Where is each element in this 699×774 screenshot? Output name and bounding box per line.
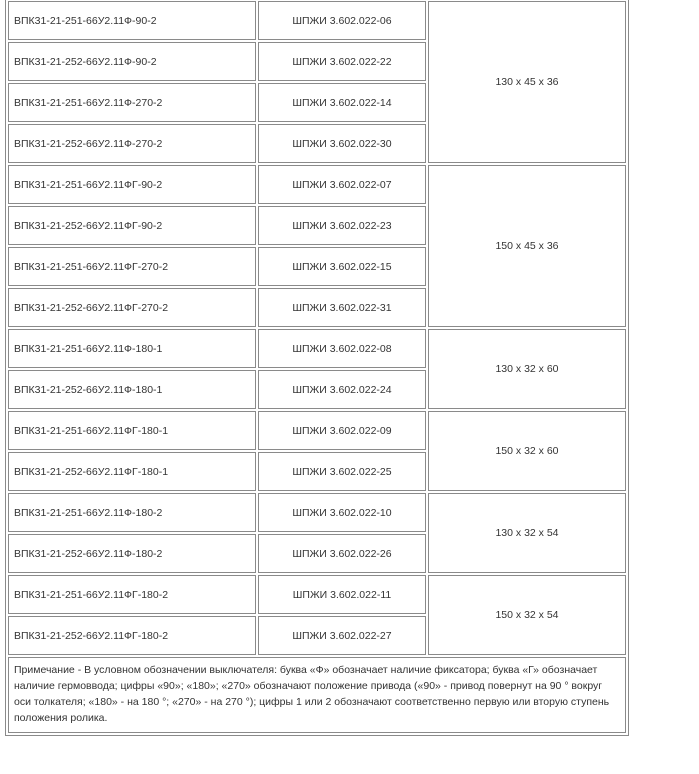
table-row	[8, 493, 626, 532]
doc-number-cell: ШПЖИ 3.602.022-27	[258, 616, 426, 655]
dimensions-cell: 150 x 32 x 54	[428, 575, 626, 655]
model-cell: ВПК31-21-252-66У2.11Ф-180-1	[8, 370, 256, 409]
model-cell: ВПК31-21-251-66У2.11ФГ-180-2	[8, 575, 256, 614]
doc-number-cell: ШПЖИ 3.602.022-31	[258, 288, 426, 327]
doc-number-cell: ШПЖИ 3.602.022-22	[258, 42, 426, 81]
doc-number-cell: ШПЖИ 3.602.022-25	[258, 452, 426, 491]
doc-number-cell: ШПЖИ 3.602.022-10	[258, 493, 426, 532]
doc-number-cell: ШПЖИ 3.602.022-24	[258, 370, 426, 409]
dimensions-cell: 130 x 32 x 54	[428, 493, 626, 573]
model-cell: ВПК31-21-252-66У2.11ФГ-270-2	[8, 288, 256, 327]
table-row	[8, 575, 626, 614]
model-cell: ВПК31-21-252-66У2.11ФГ-180-1	[8, 452, 256, 491]
dimensions-cell: 130 x 32 x 60	[428, 329, 626, 409]
doc-number-cell: ШПЖИ 3.602.022-09	[258, 411, 426, 450]
dimensions-cell: 150 x 45 x 36	[428, 165, 626, 327]
model-cell: ВПК31-21-252-66У2.11Ф-90-2	[8, 42, 256, 81]
doc-number-cell: ШПЖИ 3.602.022-30	[258, 124, 426, 163]
table-row	[8, 1, 626, 40]
model-cell: ВПК31-21-252-66У2.11Ф-270-2	[8, 124, 256, 163]
table-row	[8, 411, 626, 450]
switch-spec-table	[5, 0, 629, 736]
doc-number-cell: ШПЖИ 3.602.022-23	[258, 206, 426, 245]
spec-table-body	[8, 1, 626, 733]
doc-number-cell: ШПЖИ 3.602.022-15	[258, 247, 426, 286]
doc-number-cell: ШПЖИ 3.602.022-26	[258, 534, 426, 573]
doc-number-cell: ШПЖИ 3.602.022-08	[258, 329, 426, 368]
dimensions-cell: 130 x 45 x 36	[428, 1, 626, 163]
model-cell: ВПК31-21-251-66У2.11Ф-90-2	[8, 1, 256, 40]
model-cell: ВПК31-21-251-66У2.11ФГ-180-1	[8, 411, 256, 450]
model-cell: ВПК31-21-252-66У2.11ФГ-180-2	[8, 616, 256, 655]
model-cell: ВПК31-21-251-66У2.11Ф-270-2	[8, 83, 256, 122]
model-cell: ВПК31-21-252-66У2.11ФГ-90-2	[8, 206, 256, 245]
note-row	[8, 657, 626, 733]
footnote-text: Примечание - В условном обозначении выключателя: буква «Ф» обозначает наличие фиксатора; буква «Г» обозначает наличие гермоввода; цифры «90»; «180»; «270» обозначают положение привода («90» - привод повернут на 90 ° вокруг оси толкателя; «180» - на 180 °; «270» - на 270 °); цифры 1 или 2 обозначают соответственно первую или вторую ступень положения ролика.	[8, 657, 626, 733]
model-cell: ВПК31-21-251-66У2.11ФГ-270-2	[8, 247, 256, 286]
doc-number-cell: ШПЖИ 3.602.022-14	[258, 83, 426, 122]
table-row	[8, 165, 626, 204]
model-cell: ВПК31-21-252-66У2.11Ф-180-2	[8, 534, 256, 573]
table-row	[8, 329, 626, 368]
doc-number-cell: ШПЖИ 3.602.022-11	[258, 575, 426, 614]
model-cell: ВПК31-21-251-66У2.11Ф-180-2	[8, 493, 256, 532]
model-cell: ВПК31-21-251-66У2.11ФГ-90-2	[8, 165, 256, 204]
doc-number-cell: ШПЖИ 3.602.022-06	[258, 1, 426, 40]
dimensions-cell: 150 x 32 x 60	[428, 411, 626, 491]
model-cell: ВПК31-21-251-66У2.11Ф-180-1	[8, 329, 256, 368]
doc-number-cell: ШПЖИ 3.602.022-07	[258, 165, 426, 204]
spec-table-container	[5, 0, 629, 736]
